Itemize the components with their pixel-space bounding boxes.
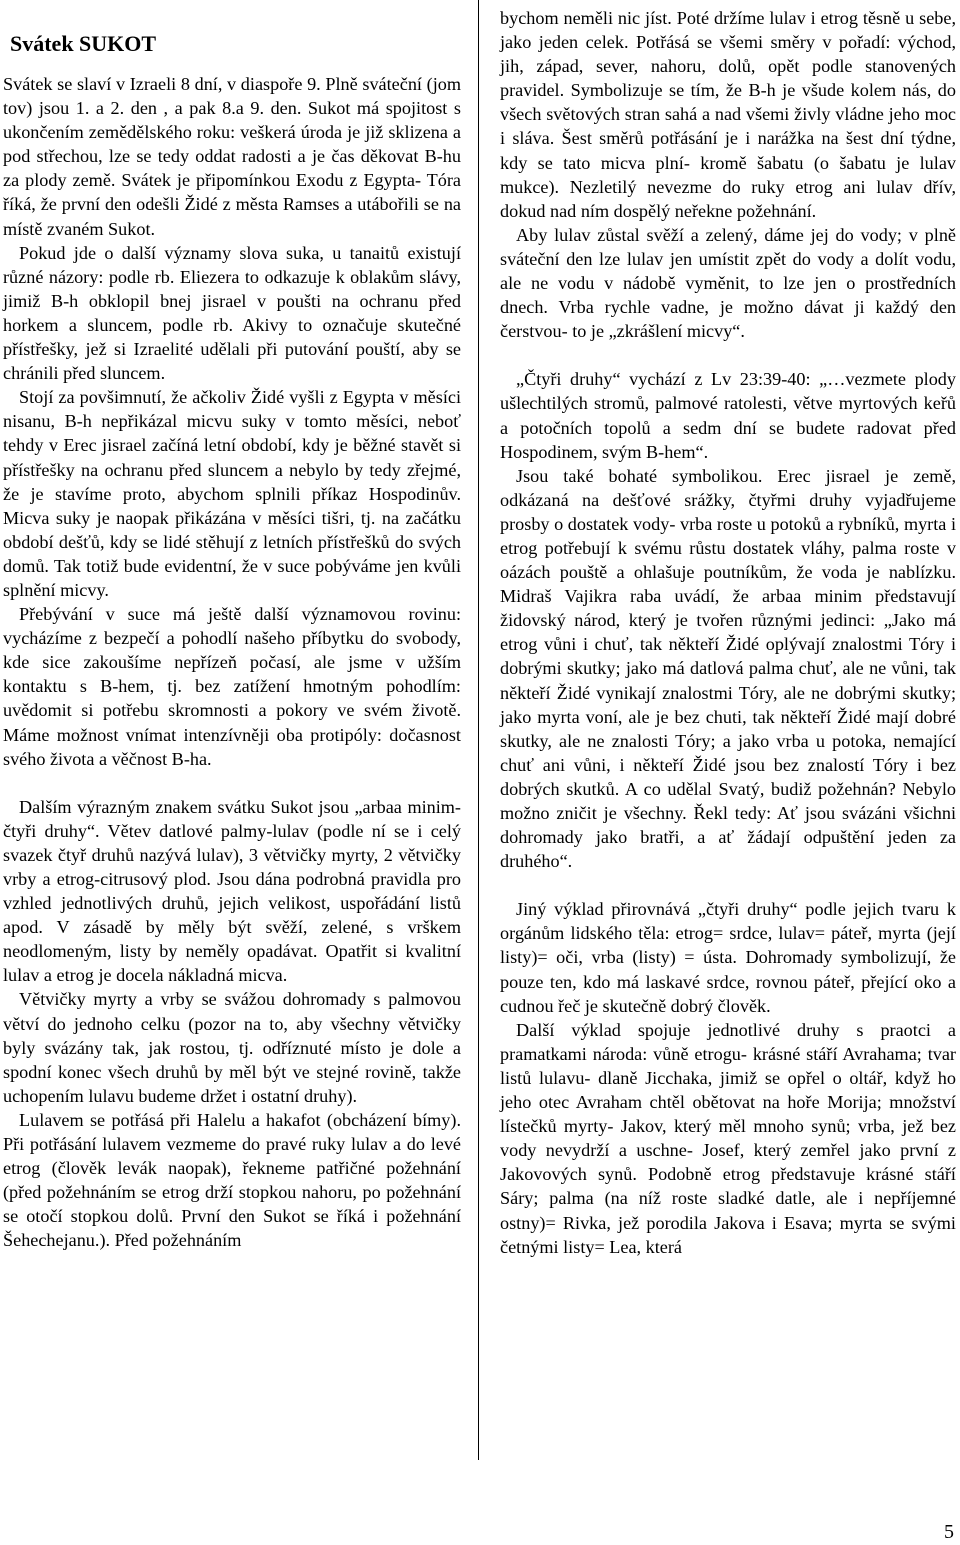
paragraph: Dalším výrazným znakem svátku Sukot jsou „arbaa minim-čtyři druhy“. Větev datlové palmy-lulav (podle ní se i celý svazek čtyř druhů nazývá lulav), 3 větvičky myrty, 2 větvičky vrby a etrog-citrusový plod. Jsou dána podrobná pravidla pro vzhled jednotlivých druhů, jejich velikost, uspořádání listů apod. V zásadě by měly být svěží, zelené, s vrškem neodlomeným, listy by neměly opadávat. Opatřit si kvalitní lulav a etrog je docela nákladná micva. — [3, 796, 461, 986]
paragraph: Aby lulav zůstal svěží a zelený, dáme jej do vody; v plně sváteční den lze lulav jen umístit zpět do vody a dolít vodu, ale ne vodu v nádobě vyměnit, to lze jen o prostředních dnech. Vrba rychle vadne, je možno dávat ji každý den čerstvou- to je „zkrášlení micvy“. — [500, 224, 956, 342]
paragraph: Jiný výklad přirovnává „čtyři druhy“ podle jejich tvaru k orgánům lidského těla: etrog= srdce, lulav= páteř, myrta (její listy)= oči, vrba (listy) = ústa. Dohromady symbolizují, že pouze ten, kdo má laskavé srdce, rovnou páteř, přející oko a cudnou řeč je skutečně dobrý člověk. — [500, 899, 956, 1016]
paragraph: Svátek se slaví v Izraeli 8 dní, v diaspoře 9. Plně sváteční (jom tov) jsou 1. a 2. den , a pak 8.a 9. den. Sukot má spojitost s ukončením zemědělského roku: veškerá úroda je již sklizena a pod střechou, lze se tedy oddat radosti a je čas děkovat B-hu za plody země. Svátek je připomínkou Exodu z Egypta- Tóra říká, že první den odešli Židé z města Ramses a utábořili se na místě zvaném Sukot. — [3, 74, 461, 239]
paragraph: Pokud jde o další významy slova suka, u tanaitů existují různé názory: podle rb. Eliezera to odkazuje k oblakům slávy, jimiž B-h obklopil bnej jisrael v poušti na ochranu před horkem a sluncem, podle rb. Akivy to označuje skutečné přístřešky, jež si Izraelité udělali při putování pouští, aby se chránili před sluncem. — [3, 242, 461, 384]
right-column — [500, 6, 956, 1259]
paragraph: Lulavem se potřásá při Halelu a hakafot (obcházení bímy). Při potřásání lulavem vezmeme do pravé ruky lulav a do levé etrog (člověk levák naopak), řekneme patřičné požehnání (před požehnáním se etrog drží stopkou nahoru, po požehnání se otočí stopkou dolů. První den Sukot se říká i požehnání Šehechejanu.). Před požehnáním — [3, 1109, 461, 1251]
page-title: Svátek SUKOT — [10, 31, 157, 56]
paragraph: Stojí za povšimnutí, že ačkoliv Židé vyšli z Egypta v měsíci nisanu, B-h nepřikázal micvu suky v tomto měsíci, neboť tehdy v Erec jisrael začíná letní období, kdy je běžné stavět si přístřešky na ochranu před sluncem a nebylo by tedy zřejmé, že je stavíme proto, abychom splnili příkaz Hospodinův. Micva suky je naopak přikázána v měsíci tišri, tj. na začátku období dešťů, kdy se lidé stěhují z letních přístřešků do svých domů. Tak totiž bude evidentní, že v suce pobýváme jen kvůli splnění micvy. — [3, 387, 461, 600]
paragraph-gap — [500, 873, 956, 897]
paragraph: Jsou také bohaté symbolikou. Erec jisrael je země, odkázaná na dešťové srážky, čtyřmi druhy vyjadřujeme prosby o dostatek vody- vrba roste u potoků a rybníků, myrta i etrog potřebují k svému růstu dostatek vláhy, palma roste v oázách pouště a ohlašuje poutníkům, že voda je nablízku. Midraš Vajikra raba uvádí, že arbaa minim představují židovský národ, který je tvořen různými jedinci: „Jako má etrog vůni i chuť, tak někteří Židé oplývají znalostmi Tóry i dobrými skutky; jako má datlová palma chuť, ale ne vůni, tak někteří Židé vynikají znalostmi Tóry, ale ne dobrými skutky; jako myrta voní, ale je bez chuti, tak někteří Židé mají dobré skutky, ale ne znalosti Tóry; a jako vrba u potoka, nemající chuť ani vůni, i někteří Židé jsou bez znalostí Tóry i bez dobrých skutků. A co udělal Svatý, budiž požehnán? Nebylo možno zničit je všechny. Řekl tedy: Ať jsou svázáni všichni dohromady jako bratři, a ať žádají odpuštění jeden za druhého“. — [500, 465, 956, 872]
paragraph: bychom neměli nic jíst. Poté držíme lulav i etrog těsně u sebe, jako jeden celek. Potřásá se všemi směry v pořadí: východ, jih, západ, sever, nahoru, dolů, opět podle stanovených pravidel. Symbolizuje se tím, že B-h je všude kolem nás, do všech světových stran sahá a nad všemi živly vládne jeho moc i sláva. Šest směrů potřásání je i narážka na šest dní týdne, kdy se tato micva plní- kromě šabatu (o šabatu je lulav mukce). Nezletilý nevezme do ruky etrog ani lulav dřív, dokud nad ním dospělý neřekne požehnání. — [500, 8, 956, 221]
column-divider — [478, 0, 479, 1460]
page-number: 5 — [944, 1521, 954, 1543]
left-column — [3, 6, 461, 1253]
paragraph: „Čtyři druhy“ vychází z Lv 23:39-40: „…vezmete plody ušlechtilých stromů, palmové ratolesti, větve myrtových keřů a potočních topolů a sedm dní se budete radovat před Hospodinem, svým B-hem“. — [500, 369, 956, 462]
paragraph: Přebývání v suce má ještě další významovou rovinu: vycházíme z bezpečí a pohodlí našeho příbytku do svobody, kde sice zakoušíme nepřízeň počasí, ale jsme v užším kontaktu s B-hem, tj. bez zatížení hmotným pohodlím: uvědomit si potřebu skromnosti a pokory ve svém životě. Máme možnost vnímat intenzívněji oba protipóly: dočasnost svého života a věčnost B-ha. — [3, 604, 461, 769]
paragraph: Další výklad spojuje jednotlivé druhy s praotci a pramatkami národa: vůně etrogu- krásné stáří Avrahama; tvar listů lulavu- dlaně Jicchaka, jimiž se opřel o oltář, když ho jeho otec Avraham chtěl obětovat na hoře Morija; množství lístečků myrty- Jakov, který měl mnoho synů; vrba, jež bez vody nevydrží a uschne- Josef, který zemřel jako první z Jakovových synů. Podobně etrog představuje krásné stáří Sáry; palma (na níž roste sladké datle, ale i nepříjemné ostny)= Rivka, jež porodila Jakova i Esava; myrta se svými četnými listy= Lea, která — [500, 1019, 956, 1257]
paragraph: Větvičky myrty a vrby se svážou dohromady s palmovou větví do jednoho celku (pozor na to, aby všechny větvičky byly svázány tak, jak rostou, tj. odříznuté místo je dole a spodní konec všech druhů by měl být ve stejné rovině, takže uchopením lulavu budeme držet i ostatní druhy). — [3, 989, 461, 1106]
paragraph-gap — [500, 343, 956, 367]
paragraph-gap — [3, 771, 461, 795]
